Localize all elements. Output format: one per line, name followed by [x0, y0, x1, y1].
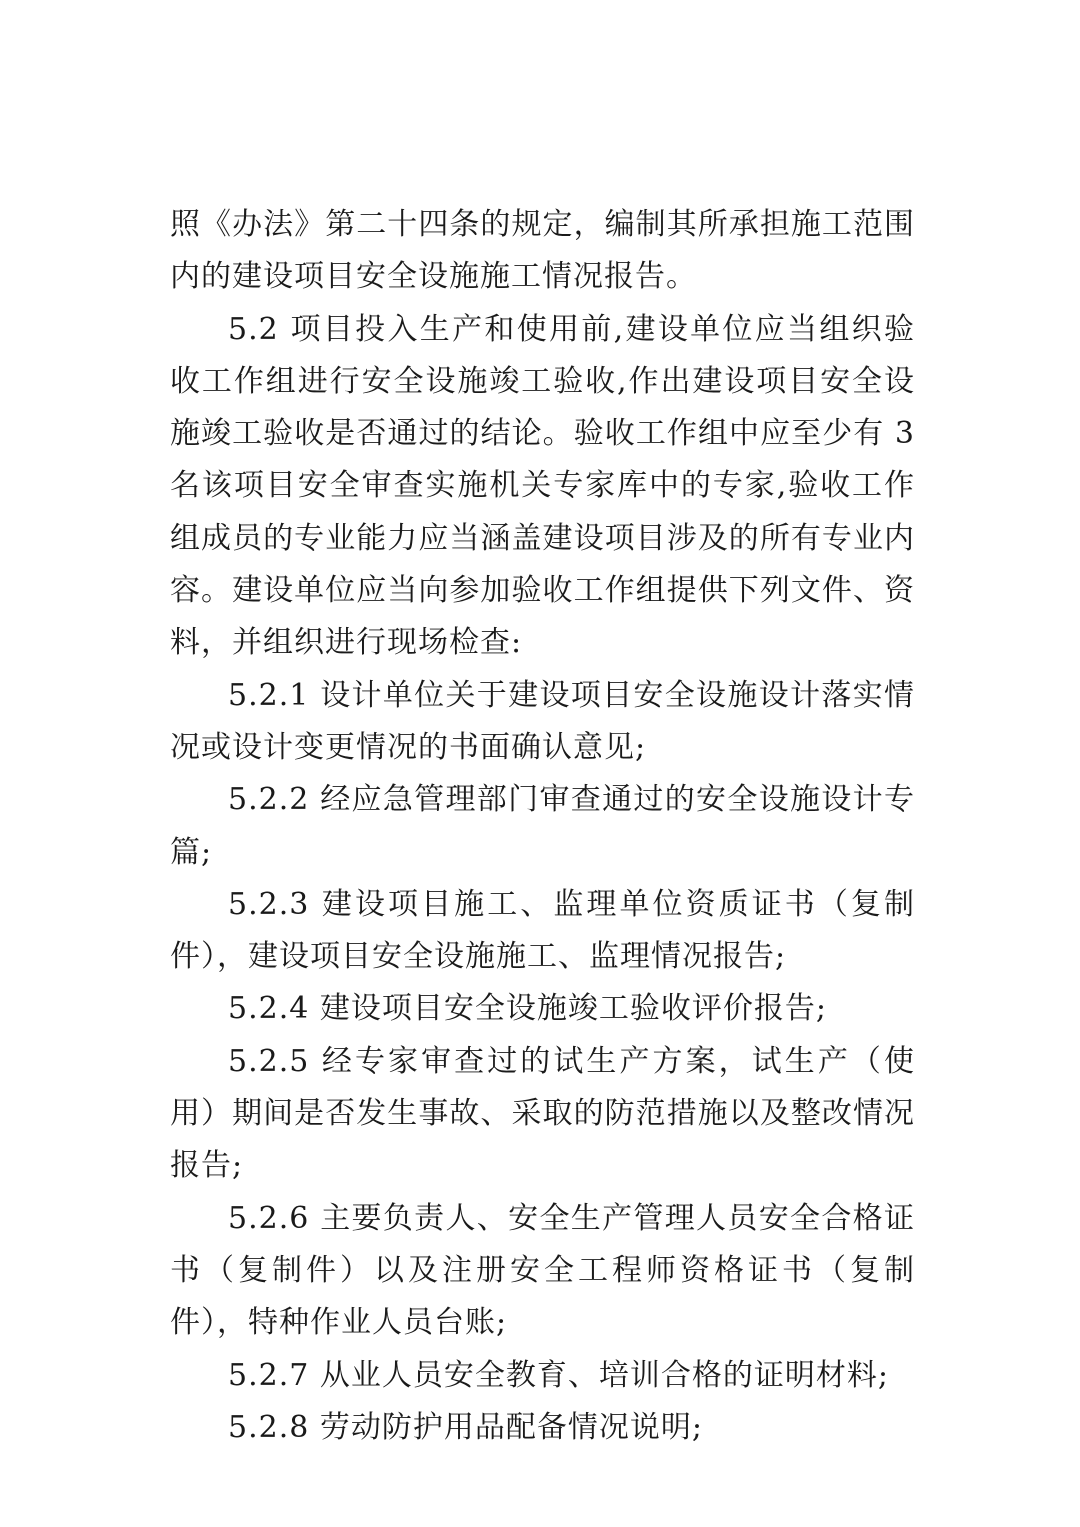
- paragraph-5-2-8: 5.2.8 劳动防护用品配备情况说明;: [228, 1409, 703, 1445]
- paragraph-5-2-2: 5.2.2 经应急管理部门审查通过的安全设施设计专篇;: [170, 782, 915, 870]
- paragraph-5-2-5: 5.2.5 经专家审查过的试生产方案，试生产（使用）期间是否发生事故、采取的防范措施以及整改情况报告;: [170, 1043, 915, 1184]
- paragraph-5-2-3: 5.2.3 建设项目施工、监理单位资质证书（复制件），建设项目安全设施施工、监理情况报告;: [170, 886, 915, 975]
- document-body: [170, 199, 915, 1454]
- paragraph-5-2-7: 5.2.7 从业人员安全教育、培训合格的证明材料;: [228, 1357, 889, 1393]
- paragraph-5-2-6: 5.2.6 主要负责人、安全生产管理人员安全合格证书（复制件）以及注册安全工程师资格证书（复制件），特种作业人员台账;: [170, 1200, 915, 1341]
- paragraph-5-2-4: 5.2.4 建设项目安全设施竣工验收评价报告;: [228, 991, 827, 1027]
- paragraph-continuation: 照《办法》第二十四条的规定，编制其所承担施工范围内的建设项目安全设施施工情况报告。: [170, 207, 915, 295]
- paragraph-5-2-1: 5.2.1 设计单位关于建设项目安全设施设计落实情况或设计变更情况的书面确认意见;: [170, 677, 915, 765]
- paragraph-5-2: 5.2 项目投入生产和使用前,建设单位应当组织验收工作组进行安全设施竣工验收,作出建设项目安全设施竣工验收是否通过的结论。验收工作组中应至少有 3 名该项目安全审查实施机关专家库中的专家,验收工作组成员的专业能力应当涵盖建设项目涉及的所有专业内容。建设单位应当向参加验收工作组提供下列文件、资料，并组织进行现场检查:: [170, 311, 915, 661]
